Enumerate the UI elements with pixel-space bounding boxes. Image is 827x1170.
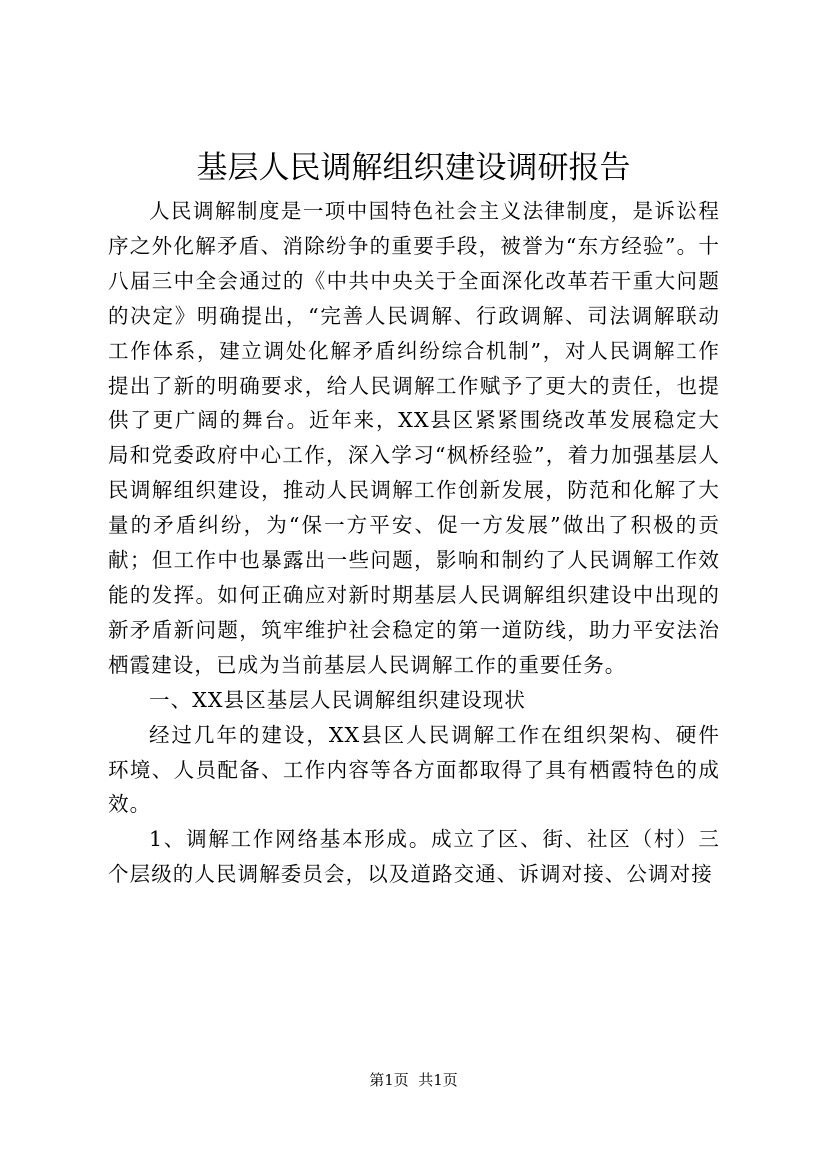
intro-paragraph: 人民调解制度是一项中国特色社会主义法律制度，是诉讼程序之外化解矛盾、消除纷争的重要手段，被誉为“东方经验”。十八届三中全会通过的《中共中央关于全面深化改革若干重大问题的决定》明确提出，“完善人民调解、行政调解、司法调解联动工作体系，建立调处化解矛盾纠纷综合机制”，对人民调解工作提出了新的明确要求，给人民调解工作赋予了更大的责任，也提供了更广阔的舞台。近年来，XX县区紧紧围绕改革发展稳定大局和党委政府中心工作，深入学习“枫桥经验”，着力加强基层人民调解组织建设，推动人民调解工作创新发展，防范和化解了大量的矛盾纠纷，为“保一方平安、促一方发展”做出了积极的贡献；但工作中也暴露出一些问题，影响和制约了人民调解工作效能的发挥。如何正确应对新时期基层人民调解组织建设中出现的新矛盾新问题，筑牢维护社会稳定的第一道防线，助力平安法治栖霞建设，已成为当前基层人民调解工作的重要任务。 [108, 199, 720, 677]
page-number-footer: 第1页 共1页 [369, 1071, 458, 1089]
document-title: 基层人民调解组织建设调研报告 [196, 150, 631, 186]
document-body [108, 194, 720, 892]
network-paragraph: 1、调解工作网络基本形成。成立了区、街、社区（村）三个层级的人民调解委员会，以及道路交通、诉调对接、公调对接 [108, 827, 720, 887]
status-paragraph: 经过几年的建设，XX县区人民调解工作在组织架构、硬件环境、人员配备、工作内容等各方面都取得了具有栖霞特色的成效。 [108, 722, 720, 817]
section-heading: 一、XX县区基层人民调解组织建设现状 [149, 687, 526, 712]
